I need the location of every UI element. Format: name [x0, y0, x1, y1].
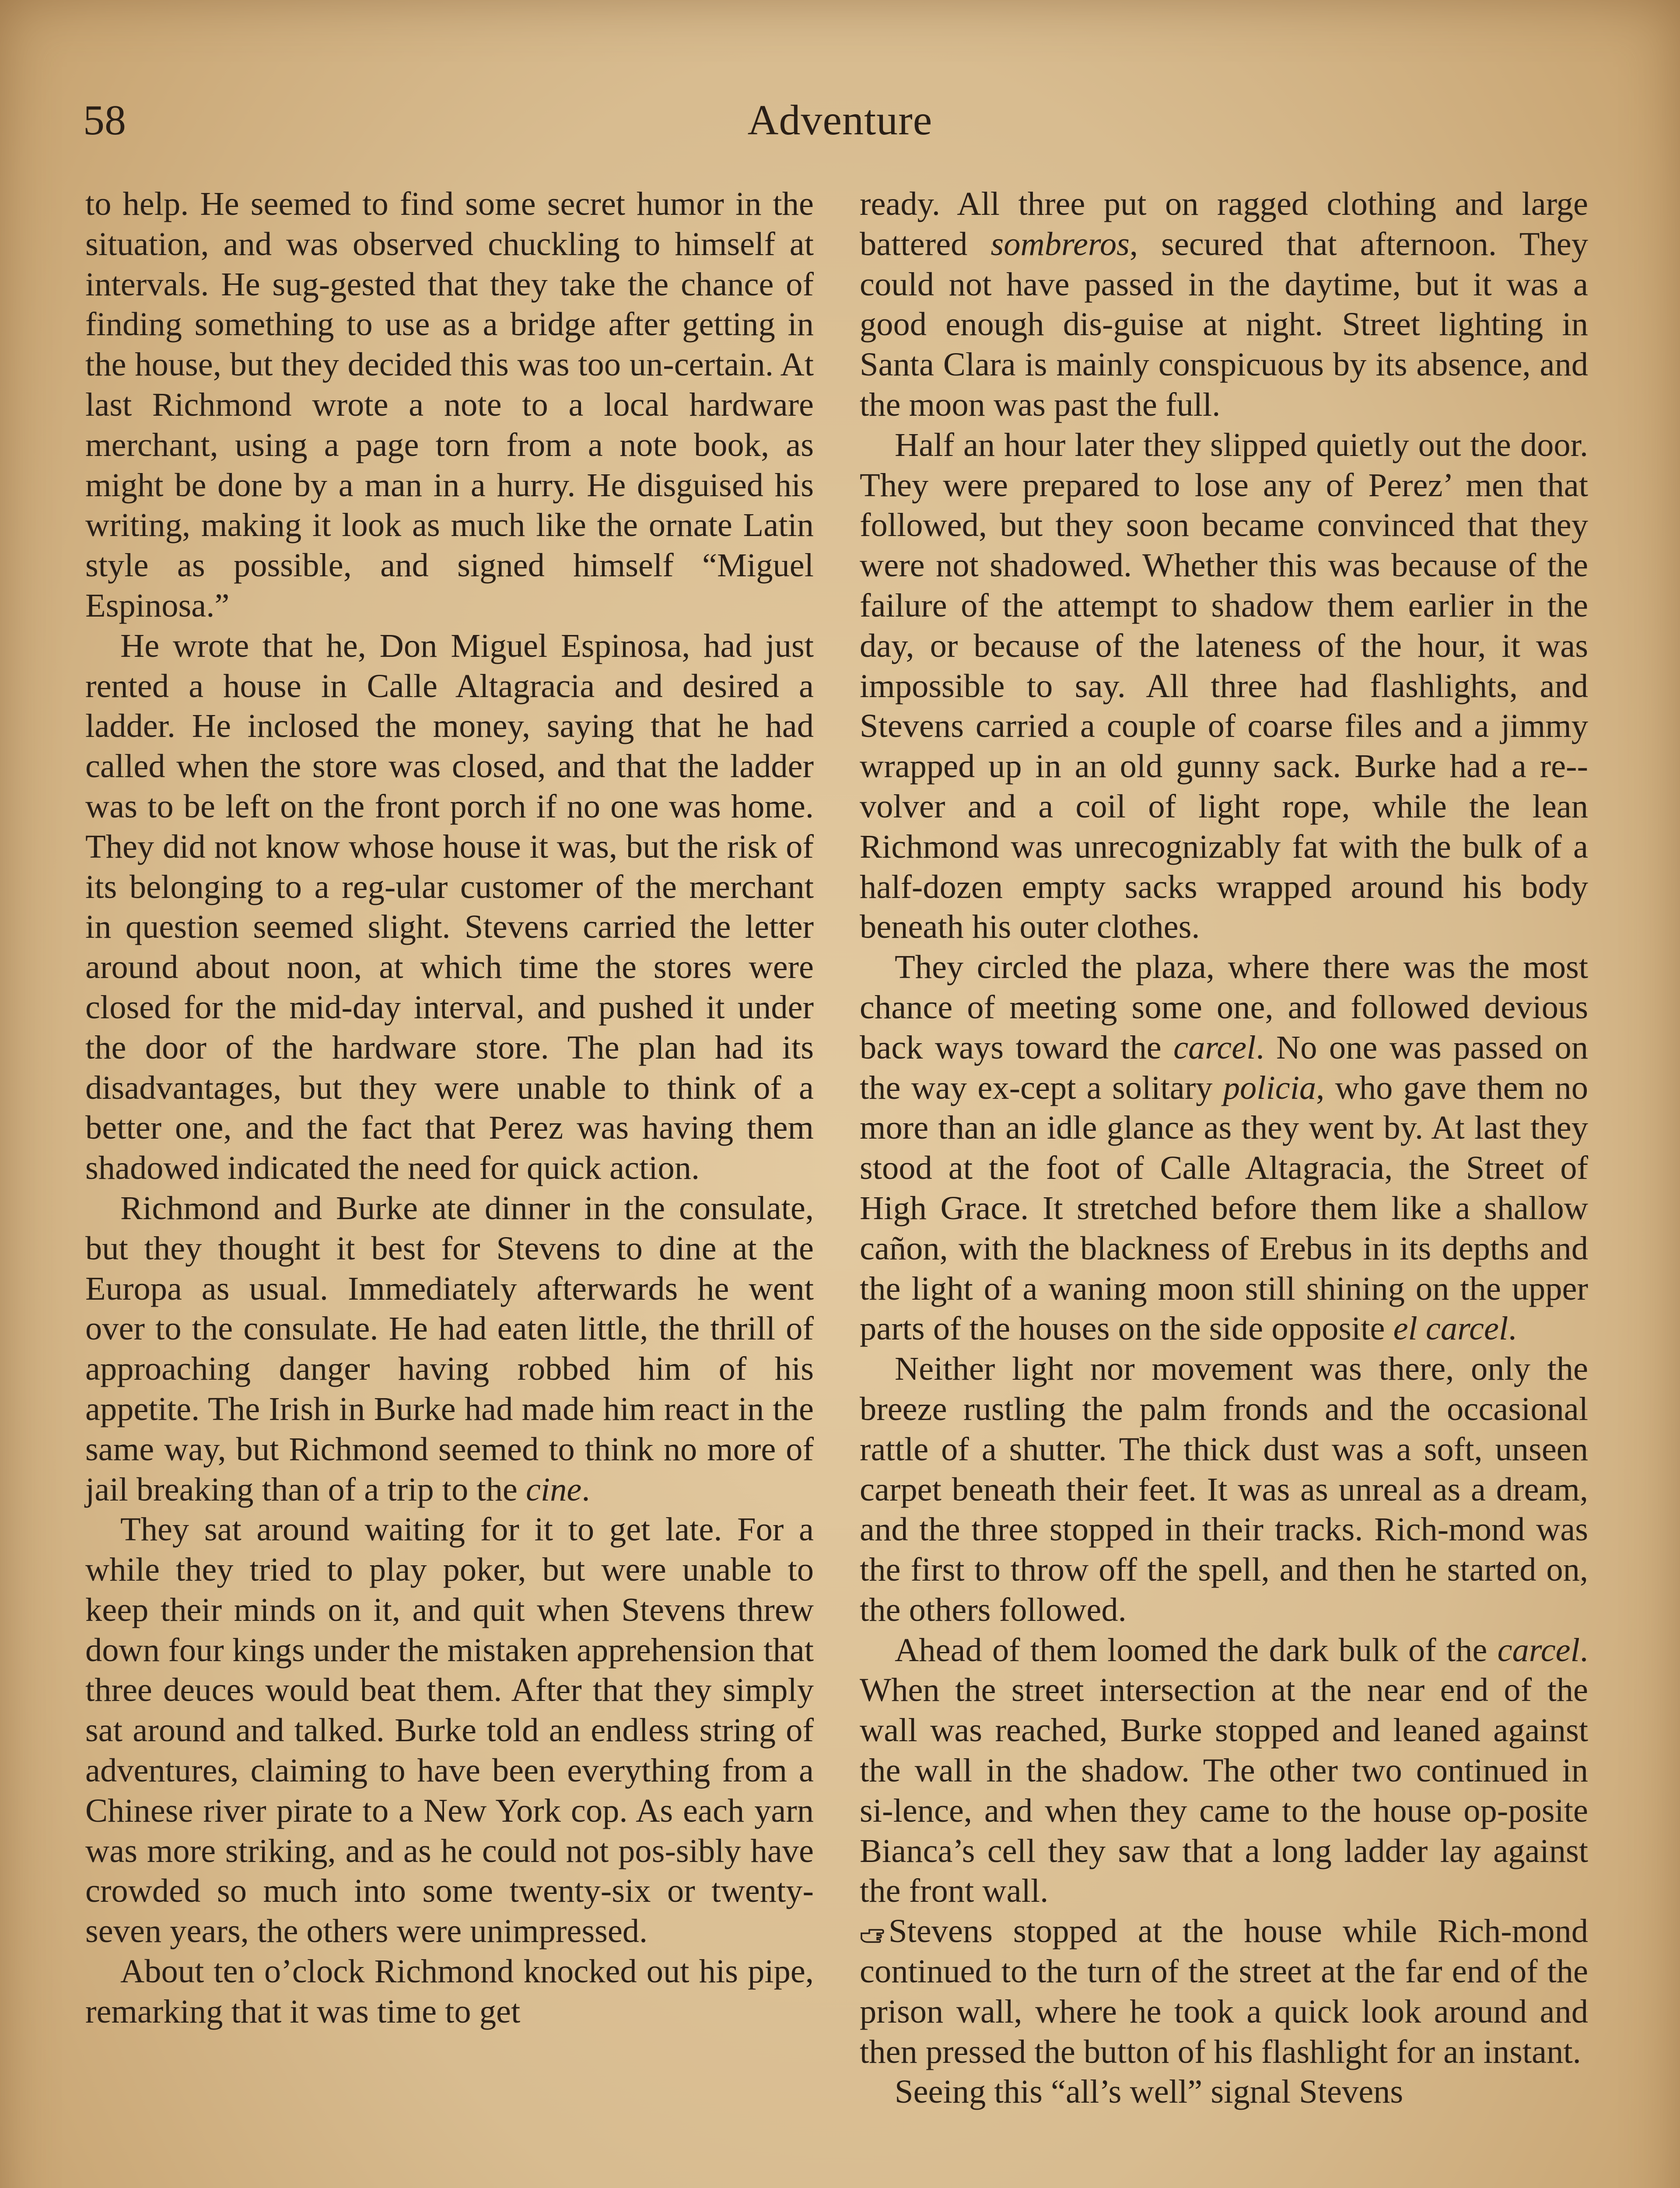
- paragraph: They sat around waiting for it to get late. For a while they tried to play poker, but were unable to keep their minds on it, and quit when Stevens threw down four kings under the mistaken apprehension that three deuces would beat them. After that they simply sat around and talked. Burke told an endless string of adventures, claiming to have been everything from a Chinese river pirate to a New York cop. As each yarn was more striking, and as he could not pos-sibly have crowded so much into some twenty-six or twenty-seven years, the others were unimpressed.: [85, 1511, 814, 1950]
- paragraph: Ahead of them loomed the dark bulk of the carcel. When the street intersection at the near end of the wall was reached, Burke stopped and leaned against the wall in the shadow. The other two continued in si-lence, and when they came to the house op-posite Bianca’s cell they saw that a long ladder lay against the front wall.: [860, 1631, 1588, 1910]
- paragraph: Half an hour later they slipped quietly out the door. They were prepared to lose any of Perez’ men that followed, but they soon became convinced that they were not shadowed. Whether this was because of the failure of the attempt to shadow them earlier in the day, or because of the lateness of the hour, it was impossible to say. All three had flashlights, and Stevens carried a couple of coarse files and a jimmy wrapped up in an old gunny sack. Burke had a re-volver and a coil of light rope, while the lean Richmond was unrecognizably fat with the bulk of a half-dozen empty sacks wrapped around his body beneath his outer clothes.: [860, 426, 1588, 946]
- paragraph: Seeing this “all’s well” signal Stevens: [895, 2073, 1404, 2111]
- italic-word: el carcel: [1393, 1310, 1508, 1347]
- left-column: [85, 184, 814, 2032]
- italic-word: carcel: [1173, 1028, 1256, 1066]
- running-title: Adventure: [747, 97, 933, 144]
- italic-word: carcel: [1497, 1631, 1580, 1669]
- paragraph: They circled the plaza, where there was the most chance of meeting some one, and followed devious back ways toward the carcel. No one was passed on the way ex-cept a solitary policia, who gave them no more than an idle glance as they went by. At last they stood at the foot of Calle Altagracia, the Street of High Grace. It stretched before them like a shallow cañon, with the blackness of Erebus in its depths and the light of a waning moon still shining on the upper parts of the houses on the side opposite el carcel.: [860, 948, 1588, 1347]
- paragraph: to help. He seemed to find some secret humor in the situation, and was observed chuckling to himself at intervals. He sug-gested that they take the chance of finding something to use as a bridge after getting in the house, but they decided this was too un-certain. At last Richmond wrote a note to a local hardware merchant, using a page torn from a note book, as might be done by a man in a hurry. He disguised his writing, making it look as much like the ornate Latin style as possible, and signed himself “Miguel Espinosa.”: [85, 185, 814, 624]
- paragraph: About ten o’clock Richmond knocked out his pipe, remarking that it was time to get: [85, 1953, 814, 2030]
- paragraph: Stevens stopped at the house while Rich-mond continued to the turn of the street at the far end of the prison wall, where he took a quick look around and then pressed the button of his flashlight for an instant.: [860, 1912, 1588, 2070]
- paragraph: He wrote that he, Don Miguel Espinosa, had just rented a house in Calle Altagracia and desired a ladder. He inclosed the money, saying that he had called when the store was closed, and that the ladder was to be left on the front porch if no one was home. They did not know whose house it was, but the risk of its belonging to a reg-ular customer of the merchant in question seemed slight. Stevens carried the letter around about noon, at which time the stores were closed for the mid-day interval, and pushed it under the door of the hardware store. The plan had its disadvantages, but they were unable to think of a better one, and the fact that Perez was having them shadowed indicated the need for quick action.: [85, 627, 814, 1187]
- paragraph: Richmond and Burke ate dinner in the consulate, but they thought it best for Stevens to dine at the Europa as usual. Immediately afterwards he went over to the consulate. He had eaten little, the thrill of approaching danger having robbed him of his appetite. The Irish in Burke had made him react in the same way, but Richmond seemed to think no more of jail breaking than of a trip to the cine.: [85, 1189, 814, 1508]
- page-header: [83, 94, 1597, 147]
- paragraph: Neither light nor movement was there, only the breeze rustling the palm fronds and the occasional rattle of a shutter. The thick dust was a soft, unseen carpet beneath their feet. It was as unreal as a dream, and the three stopped in their tracks. Rich-mond was the first to throw off the spell, and then he started on, the others followed.: [860, 1350, 1588, 1628]
- italic-word: cine: [525, 1470, 582, 1508]
- italic-word: policia: [1223, 1069, 1316, 1106]
- right-column: [860, 184, 1588, 2112]
- italic-word: sombreros: [990, 225, 1130, 263]
- page-number: 58: [83, 97, 126, 144]
- pointing-hand-icon: [860, 1914, 884, 1938]
- paragraph: ready. All three put on ragged clothing and large battered sombreros, secured that afternoon. They could not have passed in the daytime, but it was a good enough dis-guise at night. Street lighting in Santa Clara is mainly conspicuous by its absence, and the moon was past the full.: [860, 185, 1588, 423]
